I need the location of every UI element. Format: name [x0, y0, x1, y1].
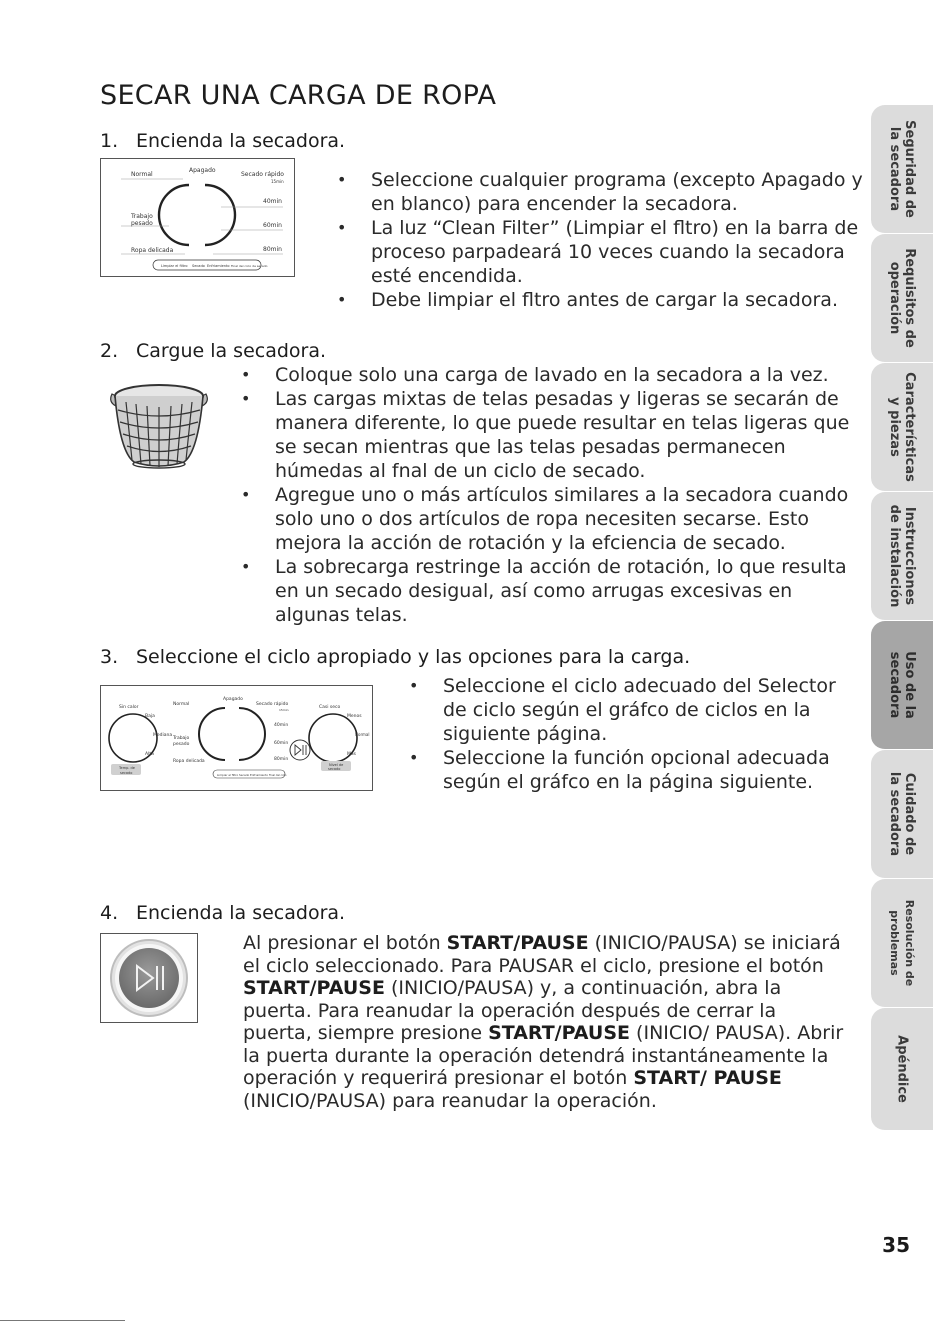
step-2-heading — [100, 340, 326, 362]
tab-label: Cuidado de la secadora — [887, 771, 917, 857]
paragraph-text: (INICIO/PAUSA) se iniciará el ciclo seleccionado. Para PAUSAR el ciclo, presione el botón — [243, 932, 841, 977]
button-name-bold: START/PAUSE — [446, 932, 589, 954]
tab-label: Instrucciones de instalación — [887, 504, 917, 608]
tab-requisitos[interactable] — [871, 234, 933, 363]
fig1-label-secado-rapido: Secado rápido — [241, 171, 284, 178]
start-pause-button-figure — [100, 933, 198, 1023]
tab-seguridad[interactable] — [871, 105, 933, 234]
fig1-bar-limpiar: Limpiar el filtro — [161, 264, 188, 268]
step-4-paragraph — [243, 932, 848, 1112]
fig3-right-nivel: Nivel de — [329, 763, 344, 767]
fig3-center-secado-rapido: Secado rápido — [256, 702, 289, 707]
tab-instrucciones[interactable] — [871, 492, 933, 621]
fig3-right-casi-seco: Casi seco — [319, 705, 341, 710]
control-panel-figure — [100, 685, 373, 791]
button-name-bold: START/PAUSE — [243, 977, 385, 999]
fig3-center-apagado: Apagado — [223, 697, 243, 702]
step-2-title: Cargue la secadora. — [136, 340, 327, 362]
fig1-label-pesado: pesado — [131, 220, 153, 227]
button-name-bold: START/ PAUSE — [633, 1067, 782, 1089]
tab-label: Requisitos de operación — [887, 248, 917, 348]
tab-apendice[interactable] — [871, 1008, 933, 1131]
fig3-right-secado: secado — [328, 767, 341, 771]
tab-caracteristicas[interactable] — [871, 363, 933, 492]
fig3-left-temp: Temp. de — [119, 766, 135, 770]
list-item: • Debe limpiar el fltro antes de cargar la secadora. — [337, 288, 867, 312]
cycle-selector-figure — [100, 158, 295, 277]
paragraph-text: Al presionar el botón — [243, 932, 447, 954]
tab-resolucion[interactable] — [871, 879, 933, 1008]
fig1-label-trabajo: Trabajo — [131, 213, 153, 220]
step-1-title: Encienda la secadora. — [136, 130, 346, 152]
fig3-center-40min: 40min — [274, 723, 289, 728]
fig3-center-normal: Normal — [173, 702, 190, 707]
fig3-left-sin-calor: Sin calor — [119, 705, 139, 710]
step-4-heading — [100, 902, 345, 924]
fig1-label-40min: 40min — [263, 198, 282, 205]
step-4-number: 4. — [100, 902, 119, 924]
step-4-title: Encienda la secadora. — [136, 902, 346, 924]
paragraph-text: (INICIO/ PAUSA). Abrir la puerta durante la operación detendrá instantáneamente la operación y requerirá presionar el botón — [243, 1022, 844, 1089]
fig1-label-ropa-delicada: Ropa delicada — [131, 247, 174, 254]
list-item: • La sobrecarga restringe la acción de rotación, lo que resulta en un secado desigual, así como arrugas excesivas en algunas telas. — [241, 555, 866, 627]
fig3-bar-enfriamiento: Enfriamiento — [250, 773, 268, 777]
fig1-label-15min: 15min — [271, 179, 284, 184]
step-3-number: 3. — [100, 646, 119, 668]
fig3-right-normal: Normal — [355, 732, 370, 737]
list-item: • Seleccione el ciclo adecuado del Selector de ciclo según el gráfco de ciclos en la siguiente página. — [409, 674, 859, 746]
start-pause-icon — [101, 934, 197, 1022]
fig3-center-ropa-delicada: Ropa delicada — [173, 759, 205, 764]
fig3-center-pesado: pesado — [173, 742, 190, 747]
footer-divider — [0, 1320, 125, 1321]
list-item: • Las cargas mixtas de telas pesadas y ligeras se secarán de manera diferente, lo que puede resultar en telas ligeras que se secan mientras que las telas pesadas permanecen húmedas al fnal de un ciclo de secado. — [241, 387, 866, 483]
fig3-left-alta: Alta — [145, 752, 154, 757]
list-item: • Agregue uno o más artículos similares a la secadora cuando solo uno o dos artículos de ropa necesiten secarse. Esto mejora la acción de rotación y la efciencia de secado. — [241, 483, 866, 555]
fig3-right-menos: Menos — [347, 714, 362, 719]
tab-label: Características y piezas — [887, 372, 917, 482]
fig3-center-80min: 80min — [274, 757, 289, 762]
step-3-heading — [100, 646, 690, 668]
page-title: SECAR UNA CARGA DE ROPA — [100, 80, 497, 111]
fig3-right-mas: Más — [347, 752, 356, 757]
list-item: • Seleccione cualquier programa (excepto Apagado y en blanco) para encender la secadora. — [337, 168, 867, 216]
laundry-basket-icon — [106, 378, 212, 470]
control-panel-diagram — [101, 686, 372, 790]
fig3-bar-final: Final del ciclo — [269, 774, 287, 777]
page-number: 35 — [882, 1233, 910, 1257]
button-name-bold: START/PAUSE — [488, 1022, 631, 1044]
fig3-bar-limpiar: Limpiar el filtro — [217, 773, 239, 777]
step-3-title: Seleccione el ciclo apropiado y las opciones para la carga. — [136, 646, 691, 668]
fig3-center-trabajo: Trabajo — [173, 736, 190, 741]
fig1-bar-enfriamiento: Enfriamiento — [207, 264, 230, 268]
paragraph-text: (INICIO/PAUSA) para reanudar la operación. — [243, 1089, 657, 1112]
step-2-number: 2. — [100, 340, 119, 362]
list-item: • Coloque solo una carga de lavado en la secadora a la vez. — [241, 363, 866, 387]
fig3-bar-secado: Secado — [239, 773, 250, 777]
tab-uso[interactable] — [871, 621, 933, 750]
list-item: • Seleccione la función opcional adecuada según el gráfco en la página siguiente. — [409, 746, 859, 794]
fig3-center-60min: 60min — [274, 741, 289, 746]
tab-label: Uso de la secadora — [887, 651, 917, 719]
list-item: • La luz “Clean Filter” (Limpiar el fltro) en la barra de proceso parpadeará 10 veces cuando la secadora esté encendida. — [337, 216, 867, 288]
step-1-number: 1. — [100, 130, 119, 152]
step-2-bullets — [241, 363, 866, 627]
tab-label: Resolución de problemas — [888, 899, 916, 987]
step-1-heading — [100, 130, 345, 152]
cycle-selector-diagram — [101, 159, 294, 276]
fig3-left-mediana: Mediana — [153, 733, 173, 738]
fig1-label-60min: 60min — [263, 222, 282, 229]
tab-label: Seguridad de la secadora — [887, 120, 917, 218]
fig1-label-80min: 80min — [263, 246, 282, 253]
fig1-bar-secado: Secado — [192, 264, 205, 268]
fig1-label-normal: Normal — [131, 171, 153, 178]
fig1-label-apagado: Apagado — [189, 167, 216, 174]
paragraph-text: (INICIO/PAUSA) y, a continuación, abra la puerta. Para reanudar la operación después de cerrar la puerta, siempre presione — [243, 977, 782, 1044]
fig3-center-15min: 15min — [279, 708, 289, 712]
step-1-bullets — [337, 168, 867, 312]
fig3-left-secado: secado — [120, 771, 133, 775]
fig3-left-baja: Baja — [145, 714, 155, 719]
tab-cuidado[interactable] — [871, 750, 933, 879]
step-3-bullets — [409, 674, 859, 794]
tab-label: Apéndice — [894, 1035, 910, 1103]
fig1-bar-final: Final del ciclo de secado — [231, 264, 268, 268]
